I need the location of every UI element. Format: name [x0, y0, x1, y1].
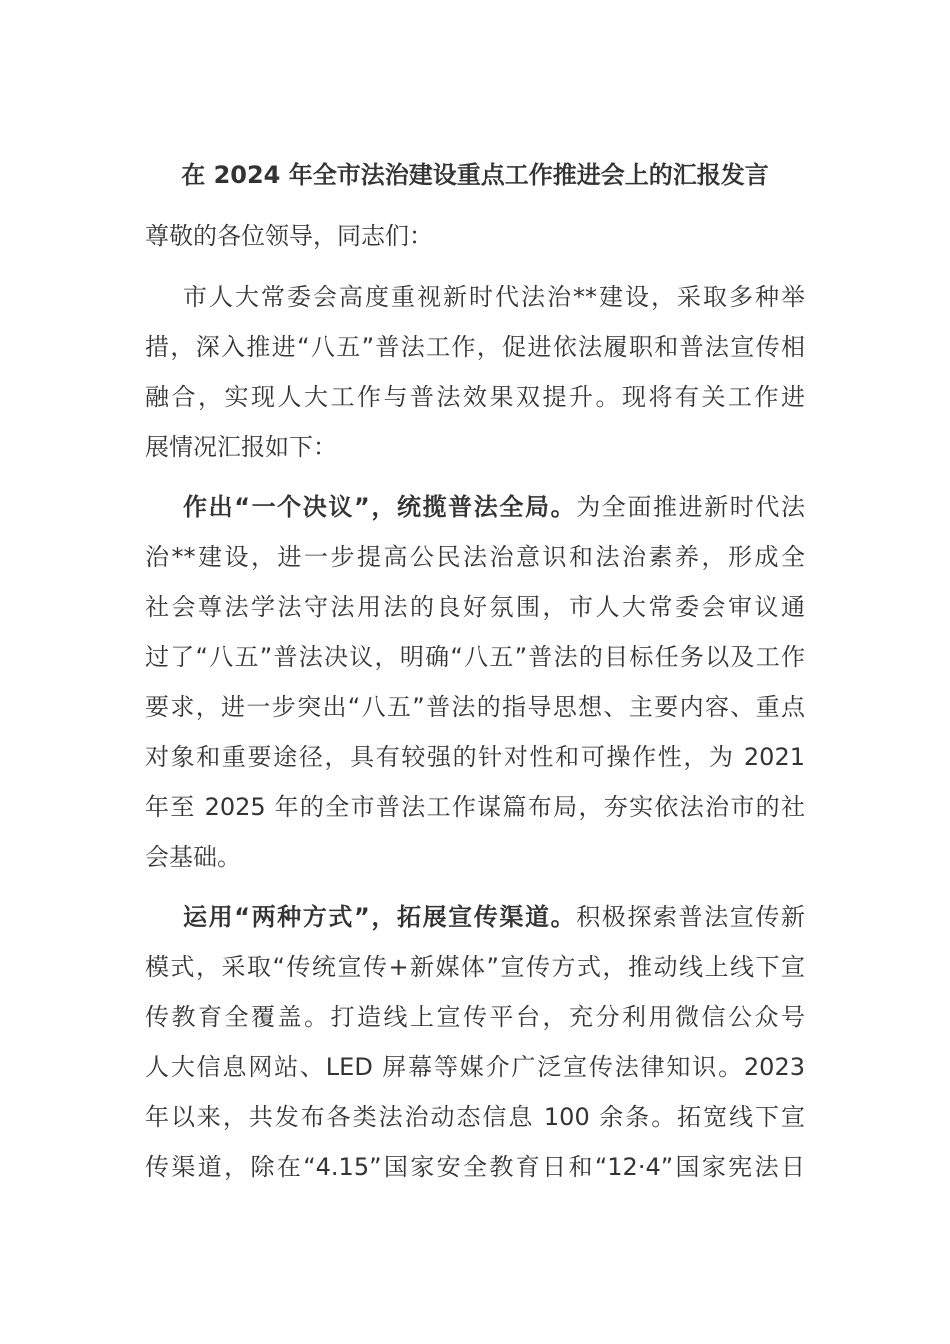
paragraph-line: 治**建设，进一步提高公民法治意识和法治素养，形成全 — [145, 543, 805, 571]
paragraph-line: 传教育全覆盖。打造线上宣传平台，充分利用微信公众号 — [145, 1003, 805, 1031]
paragraph-first-line — [145, 892, 805, 942]
paragraph-line: 市人大常委会高度重视新时代法治**建设，采取多种举 — [183, 283, 805, 311]
paragraph-first-line-text: 为全面推进新时代法 — [576, 493, 806, 521]
paragraph-first-line — [145, 482, 805, 532]
paragraph-resolution — [145, 482, 805, 882]
paragraph-heading: 作出“一个决议”，统揽普法全局。 — [183, 493, 577, 521]
paragraph-channels — [145, 892, 805, 1192]
paragraph-heading: 运用“两种方式”，拓展宣传渠道。 — [183, 903, 577, 931]
paragraph-intro — [145, 272, 805, 472]
paragraph-line: 要求，进一步突出“八五”普法的指导思想、主要内容、重点 — [145, 693, 805, 721]
paragraph-line: 融合，实现人大工作与普法效果双提升。现将有关工作进 — [145, 383, 805, 411]
paragraph-line: 对象和重要途径，具有较强的针对性和可操作性，为 2021 — [145, 743, 805, 771]
paragraph-first-line-text: 积极探索普法宣传新 — [576, 903, 806, 931]
document-title: 在 2024 年全市法治建设重点工作推进会上的汇报发言 — [181, 161, 769, 189]
paragraph-line: 传渠道，除在“4.15”国家安全教育日和“12·4”国家宪法日 — [145, 1153, 805, 1181]
paragraph-line: 展情况汇报如下： — [145, 433, 337, 461]
salutation: 尊敬的各位领导，同志们： — [145, 222, 433, 250]
paragraph-line: 年以来，共发布各类法治动态信息 100 余条。拓宽线下宣 — [145, 1103, 805, 1131]
paragraph-line: 年至 2025 年的全市普法工作谋篇布局，夯实依法治市的社 — [145, 793, 805, 821]
paragraph-line: 模式，采取“传统宣传+新媒体”宣传方式，推动线上线下宣 — [145, 953, 805, 981]
paragraph-line: 社会尊法学法守法用法的良好氛围，市人大常委会审议通 — [145, 593, 805, 621]
paragraph-line: 会基础。 — [145, 843, 241, 871]
paragraph-line: 措，深入推进“八五”普法工作，促进依法履职和普法宣传相 — [145, 333, 805, 361]
paragraph-line: 人大信息网站、LED 屏幕等媒介广泛宣传法律知识。2023 — [145, 1053, 805, 1081]
paragraph-line: 过了“八五”普法决议，明确“八五”普法的目标任务以及工作 — [145, 643, 805, 671]
